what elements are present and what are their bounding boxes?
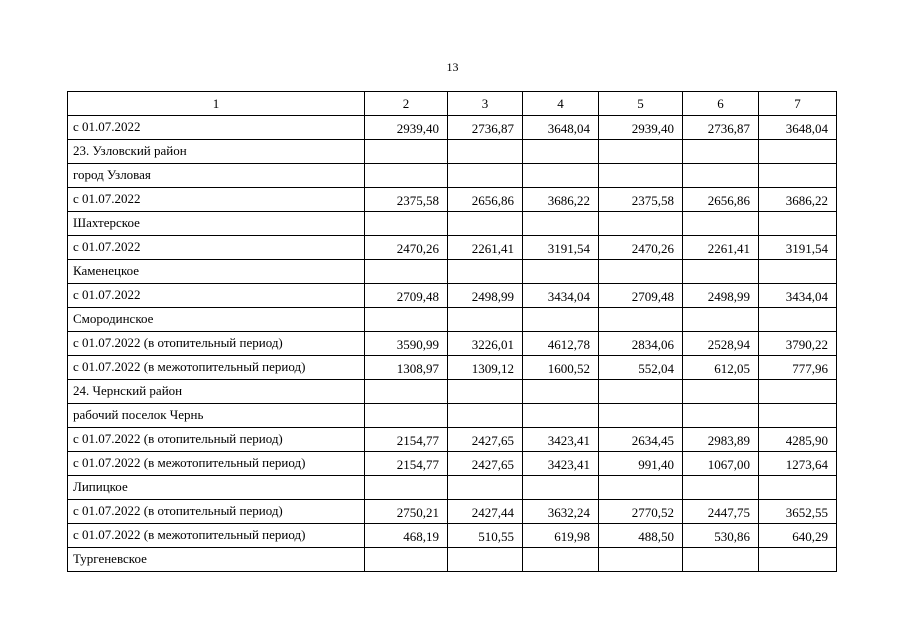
- column-header-7: 7: [759, 92, 837, 116]
- cell-value-col-5: [599, 164, 683, 188]
- cell-value-col-7: 3434,04: [759, 284, 837, 308]
- row-label: с 01.07.2022 (в отопительный период): [68, 332, 365, 356]
- cell-value-col-2: 468,19: [365, 524, 448, 548]
- cell-value-col-3: 510,55: [448, 524, 523, 548]
- cell-value-col-3: 1309,12: [448, 356, 523, 380]
- cell-value-col-4: 3434,04: [523, 284, 599, 308]
- cell-value-col-6: 2261,41: [683, 236, 759, 260]
- cell-value-col-2: [365, 476, 448, 500]
- cell-value-col-5: [599, 380, 683, 404]
- row-label: с 01.07.2022 (в межотопительный период): [68, 524, 365, 548]
- cell-value-col-7: [759, 260, 837, 284]
- row-label: 24. Чернский район: [68, 380, 365, 404]
- row-label: с 01.07.2022: [68, 236, 365, 260]
- row-label: Шахтерское: [68, 212, 365, 236]
- cell-value-col-6: 2736,87: [683, 116, 759, 140]
- tariff-table-body: [68, 92, 837, 572]
- tariff-table: [67, 91, 837, 572]
- cell-value-col-4: 3423,41: [523, 452, 599, 476]
- cell-value-col-6: [683, 308, 759, 332]
- cell-value-col-7: 640,29: [759, 524, 837, 548]
- cell-value-col-7: 3790,22: [759, 332, 837, 356]
- cell-value-col-2: 2709,48: [365, 284, 448, 308]
- cell-value-col-6: 2656,86: [683, 188, 759, 212]
- row-label: рабочий поселок Чернь: [68, 404, 365, 428]
- cell-value-col-2: [365, 308, 448, 332]
- cell-value-col-2: 2375,58: [365, 188, 448, 212]
- cell-value-col-5: 2834,06: [599, 332, 683, 356]
- cell-value-col-3: 2427,65: [448, 452, 523, 476]
- cell-value-col-4: 3686,22: [523, 188, 599, 212]
- column-header-5: 5: [599, 92, 683, 116]
- cell-value-col-7: 4285,90: [759, 428, 837, 452]
- cell-value-col-2: [365, 380, 448, 404]
- cell-value-col-4: [523, 380, 599, 404]
- cell-value-col-5: 991,40: [599, 452, 683, 476]
- cell-value-col-3: 2427,44: [448, 500, 523, 524]
- cell-value-col-5: [599, 404, 683, 428]
- cell-value-col-6: [683, 404, 759, 428]
- cell-value-col-6: [683, 212, 759, 236]
- cell-value-col-4: 3632,24: [523, 500, 599, 524]
- cell-value-col-5: 2375,58: [599, 188, 683, 212]
- cell-value-col-6: 2983,89: [683, 428, 759, 452]
- cell-value-col-3: [448, 212, 523, 236]
- cell-value-col-6: [683, 140, 759, 164]
- cell-value-col-3: [448, 308, 523, 332]
- row-label: Липицкое: [68, 476, 365, 500]
- cell-value-col-5: 2709,48: [599, 284, 683, 308]
- cell-value-col-5: [599, 548, 683, 572]
- table-row: [68, 116, 837, 140]
- cell-value-col-4: 3191,54: [523, 236, 599, 260]
- cell-value-col-2: [365, 404, 448, 428]
- row-label: 23. Узловский район: [68, 140, 365, 164]
- table-row: [68, 428, 837, 452]
- cell-value-col-5: [599, 476, 683, 500]
- cell-value-col-2: 3590,99: [365, 332, 448, 356]
- table-row: [68, 236, 837, 260]
- cell-value-col-7: [759, 404, 837, 428]
- column-header-6: 6: [683, 92, 759, 116]
- cell-value-col-2: 2470,26: [365, 236, 448, 260]
- cell-value-col-6: [683, 164, 759, 188]
- cell-value-col-3: 2427,65: [448, 428, 523, 452]
- table-row: [68, 356, 837, 380]
- cell-value-col-4: [523, 140, 599, 164]
- row-label: Смородинское: [68, 308, 365, 332]
- cell-value-col-7: 3191,54: [759, 236, 837, 260]
- cell-value-col-7: [759, 164, 837, 188]
- row-label: Каменецкое: [68, 260, 365, 284]
- cell-value-col-2: [365, 164, 448, 188]
- cell-value-col-4: 619,98: [523, 524, 599, 548]
- cell-value-col-2: 2154,77: [365, 428, 448, 452]
- column-header-2: 2: [365, 92, 448, 116]
- cell-value-col-7: [759, 308, 837, 332]
- cell-value-col-5: 2939,40: [599, 116, 683, 140]
- cell-value-col-3: [448, 476, 523, 500]
- table-row: [68, 380, 837, 404]
- cell-value-col-4: [523, 164, 599, 188]
- cell-value-col-7: 3652,55: [759, 500, 837, 524]
- cell-value-col-5: 2634,45: [599, 428, 683, 452]
- table-row: [68, 284, 837, 308]
- table-row: [68, 524, 837, 548]
- cell-value-col-7: [759, 380, 837, 404]
- table-header-row: [68, 92, 837, 116]
- cell-value-col-3: 2261,41: [448, 236, 523, 260]
- cell-value-col-4: [523, 548, 599, 572]
- cell-value-col-3: 2498,99: [448, 284, 523, 308]
- cell-value-col-2: [365, 548, 448, 572]
- cell-value-col-4: [523, 308, 599, 332]
- cell-value-col-6: [683, 548, 759, 572]
- cell-value-col-4: [523, 212, 599, 236]
- table-row: [68, 164, 837, 188]
- row-label: с 01.07.2022 (в межотопительный период): [68, 452, 365, 476]
- cell-value-col-4: 3648,04: [523, 116, 599, 140]
- cell-value-col-6: [683, 380, 759, 404]
- cell-value-col-3: [448, 404, 523, 428]
- table-row: [68, 476, 837, 500]
- cell-value-col-7: [759, 212, 837, 236]
- cell-value-col-5: [599, 212, 683, 236]
- column-header-1: 1: [68, 92, 365, 116]
- column-header-3: 3: [448, 92, 523, 116]
- cell-value-col-5: [599, 260, 683, 284]
- row-label: с 01.07.2022 (в межотопительный период): [68, 356, 365, 380]
- table-row: [68, 212, 837, 236]
- row-label: с 01.07.2022: [68, 116, 365, 140]
- cell-value-col-6: 612,05: [683, 356, 759, 380]
- table-row: [68, 500, 837, 524]
- page-number: 13: [446, 60, 459, 74]
- cell-value-col-7: 1273,64: [759, 452, 837, 476]
- cell-value-col-3: [448, 380, 523, 404]
- table-row: [68, 188, 837, 212]
- table-row: [68, 260, 837, 284]
- cell-value-col-2: [365, 212, 448, 236]
- table-row: [68, 332, 837, 356]
- cell-value-col-4: 4612,78: [523, 332, 599, 356]
- cell-value-col-5: [599, 140, 683, 164]
- cell-value-col-4: [523, 260, 599, 284]
- cell-value-col-4: 1600,52: [523, 356, 599, 380]
- cell-value-col-7: [759, 548, 837, 572]
- cell-value-col-2: 2154,77: [365, 452, 448, 476]
- row-label: с 01.07.2022 (в отопительный период): [68, 500, 365, 524]
- row-label: город Узловая: [68, 164, 365, 188]
- cell-value-col-7: [759, 476, 837, 500]
- row-label: с 01.07.2022: [68, 284, 365, 308]
- cell-value-col-3: [448, 164, 523, 188]
- cell-value-col-3: 2736,87: [448, 116, 523, 140]
- cell-value-col-2: 1308,97: [365, 356, 448, 380]
- cell-value-col-7: [759, 140, 837, 164]
- cell-value-col-5: 552,04: [599, 356, 683, 380]
- cell-value-col-5: [599, 308, 683, 332]
- cell-value-col-5: 488,50: [599, 524, 683, 548]
- cell-value-col-5: 2470,26: [599, 236, 683, 260]
- cell-value-col-6: [683, 260, 759, 284]
- cell-value-col-4: [523, 404, 599, 428]
- cell-value-col-7: 777,96: [759, 356, 837, 380]
- table-row: [68, 404, 837, 428]
- cell-value-col-3: 2656,86: [448, 188, 523, 212]
- cell-value-col-6: 1067,00: [683, 452, 759, 476]
- cell-value-col-6: 2528,94: [683, 332, 759, 356]
- table-row: [68, 308, 837, 332]
- cell-value-col-5: 2770,52: [599, 500, 683, 524]
- cell-value-col-6: [683, 476, 759, 500]
- cell-value-col-3: [448, 140, 523, 164]
- row-label: с 01.07.2022 (в отопительный период): [68, 428, 365, 452]
- cell-value-col-7: 3686,22: [759, 188, 837, 212]
- cell-value-col-2: 2939,40: [365, 116, 448, 140]
- cell-value-col-7: 3648,04: [759, 116, 837, 140]
- cell-value-col-2: [365, 260, 448, 284]
- cell-value-col-6: 530,86: [683, 524, 759, 548]
- cell-value-col-4: [523, 476, 599, 500]
- cell-value-col-4: 3423,41: [523, 428, 599, 452]
- cell-value-col-6: 2498,99: [683, 284, 759, 308]
- cell-value-col-2: 2750,21: [365, 500, 448, 524]
- cell-value-col-2: [365, 140, 448, 164]
- table-row: [68, 548, 837, 572]
- cell-value-col-3: [448, 548, 523, 572]
- table-row: [68, 140, 837, 164]
- row-label: с 01.07.2022: [68, 188, 365, 212]
- cell-value-col-3: [448, 260, 523, 284]
- column-header-4: 4: [523, 92, 599, 116]
- cell-value-col-3: 3226,01: [448, 332, 523, 356]
- table-row: [68, 452, 837, 476]
- row-label: Тургеневское: [68, 548, 365, 572]
- cell-value-col-6: 2447,75: [683, 500, 759, 524]
